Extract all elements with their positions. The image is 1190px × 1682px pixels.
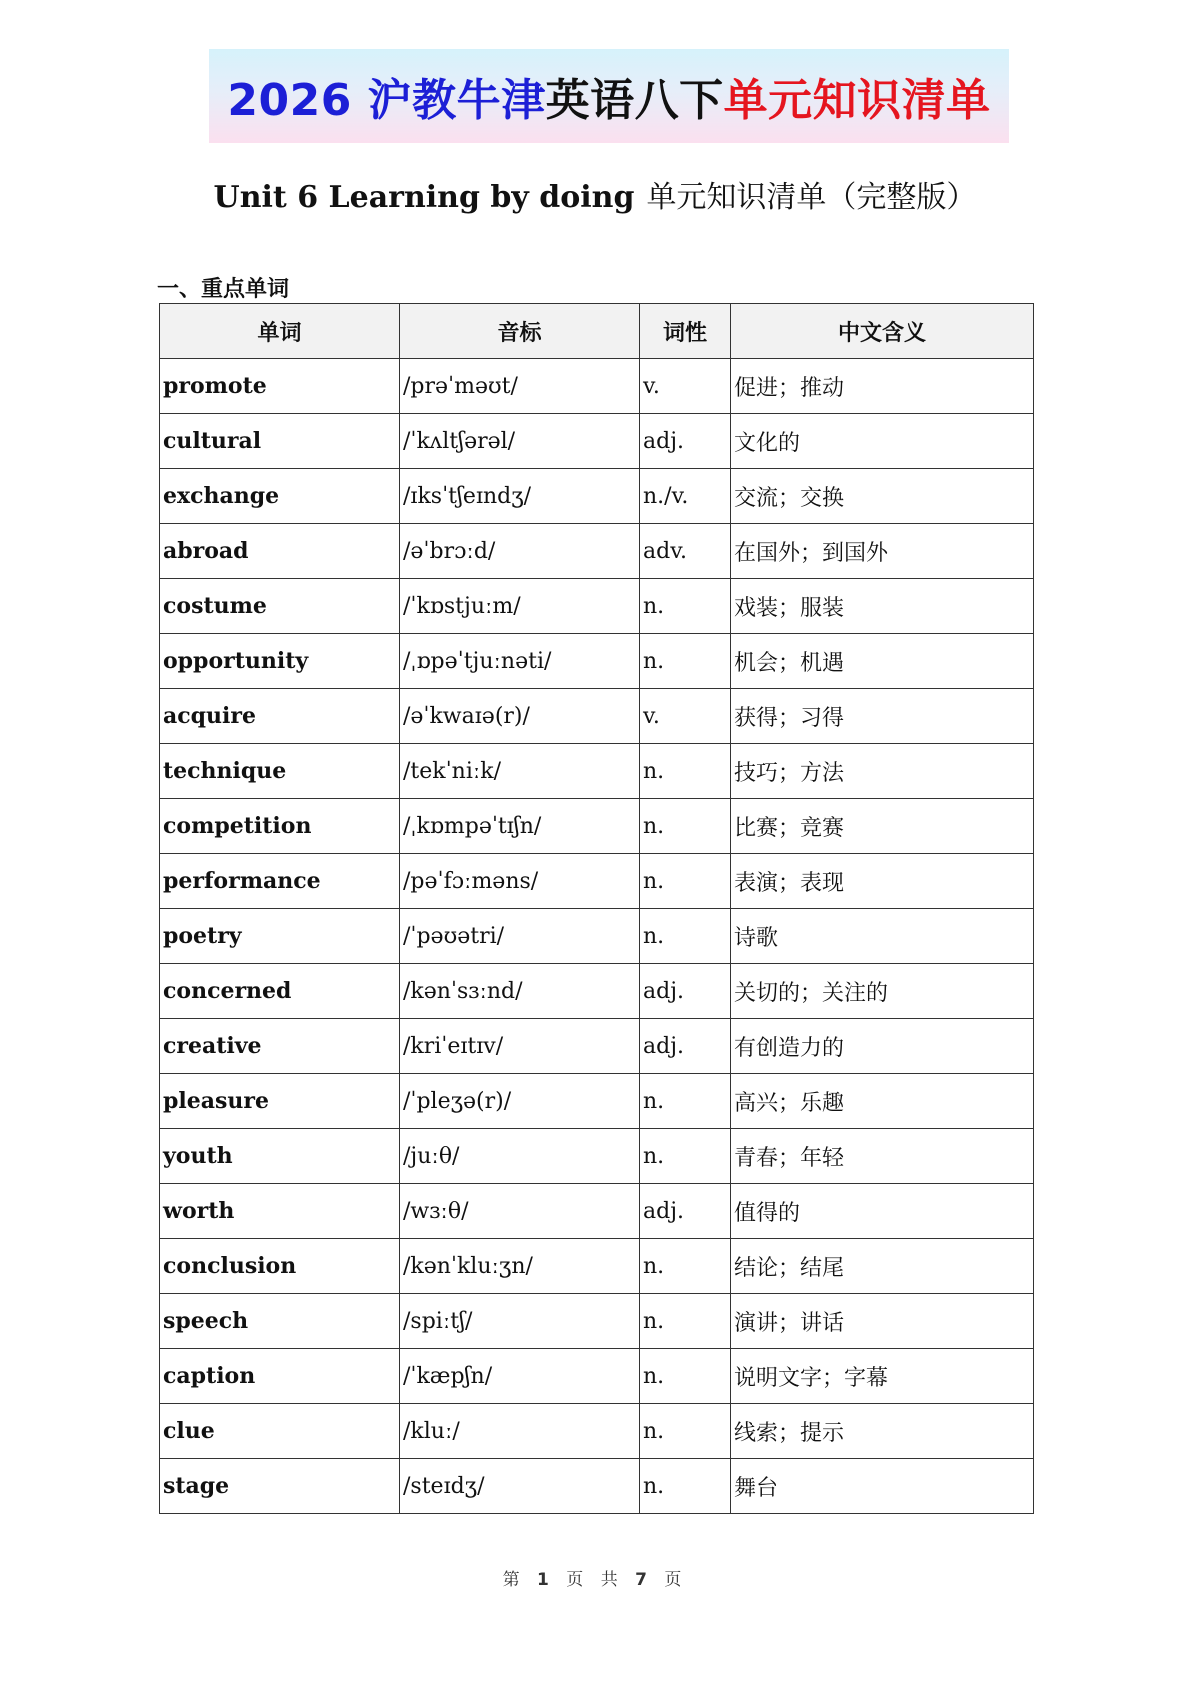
cell-phonetic: /əˈbrɔːd/	[400, 524, 640, 579]
cell-word: promote	[160, 359, 400, 414]
cell-word: speech	[160, 1294, 400, 1349]
document-title-english: Unit 6 Learning by doing	[213, 180, 635, 215]
table-row	[160, 1404, 1034, 1459]
header-phonetic: 音标	[400, 304, 640, 359]
cell-meaning: 促进；推动	[731, 359, 1034, 414]
cell-phonetic: /kriˈeɪtɪv/	[400, 1019, 640, 1074]
cell-meaning: 关切的；关注的	[731, 964, 1034, 1019]
cell-meaning: 值得的	[731, 1184, 1034, 1239]
title-banner	[209, 49, 1009, 143]
table-row	[160, 359, 1034, 414]
table-row	[160, 524, 1034, 579]
cell-pos: adj.	[640, 964, 731, 1019]
table-row	[160, 1459, 1034, 1514]
cell-phonetic: /wɜːθ/	[400, 1184, 640, 1239]
cell-phonetic: /ˈkʌltʃərəl/	[400, 414, 640, 469]
cell-word: conclusion	[160, 1239, 400, 1294]
cell-phonetic: /prəˈməʊt/	[400, 359, 640, 414]
document-title-chinese: 单元知识清单（完整版）	[646, 180, 977, 215]
cell-meaning: 线索；提示	[731, 1404, 1034, 1459]
cell-word: performance	[160, 854, 400, 909]
cell-word: caption	[160, 1349, 400, 1404]
cell-phonetic: /kluː/	[400, 1404, 640, 1459]
cell-meaning: 舞台	[731, 1459, 1034, 1514]
cell-pos: n.	[640, 854, 731, 909]
cell-phonetic: /ˈpəʊətri/	[400, 909, 640, 964]
table-row	[160, 854, 1034, 909]
cell-phonetic: /kənˈsɜːnd/	[400, 964, 640, 1019]
table-row	[160, 1349, 1034, 1404]
header-word: 单词	[160, 304, 400, 359]
table-row	[160, 799, 1034, 854]
cell-pos: n.	[640, 1074, 731, 1129]
document-title	[0, 172, 1190, 216]
cell-pos: n.	[640, 744, 731, 799]
table-row	[160, 909, 1034, 964]
cell-meaning: 文化的	[731, 414, 1034, 469]
table-row	[160, 1019, 1034, 1074]
table-header-row	[160, 304, 1034, 359]
cell-meaning: 说明文字；字幕	[731, 1349, 1034, 1404]
footer-current-page: 1	[537, 1570, 555, 1590]
cell-meaning: 结论；结尾	[731, 1239, 1034, 1294]
table-row	[160, 689, 1034, 744]
cell-pos: adj.	[640, 414, 731, 469]
cell-word: concerned	[160, 964, 400, 1019]
cell-word: costume	[160, 579, 400, 634]
cell-phonetic: /spiːtʃ/	[400, 1294, 640, 1349]
section-heading: 一、重点单词	[157, 277, 290, 302]
table-row	[160, 1184, 1034, 1239]
table-row	[160, 1239, 1034, 1294]
table-row	[160, 744, 1034, 799]
cell-pos: n.	[640, 579, 731, 634]
banner-part-black: 英语八下	[545, 75, 724, 126]
cell-pos: adv.	[640, 524, 731, 579]
cell-pos: n.	[640, 799, 731, 854]
cell-word: opportunity	[160, 634, 400, 689]
vocabulary-table	[159, 303, 1034, 1514]
table-row	[160, 414, 1034, 469]
cell-meaning: 表演；表现	[731, 854, 1034, 909]
cell-word: clue	[160, 1404, 400, 1459]
table-row	[160, 469, 1034, 524]
table-row	[160, 1129, 1034, 1184]
cell-meaning: 青春；年轻	[731, 1129, 1034, 1184]
header-pos: 词性	[640, 304, 731, 359]
footer-prefix: 第	[502, 1570, 526, 1590]
table-row	[160, 634, 1034, 689]
cell-meaning: 技巧；方法	[731, 744, 1034, 799]
cell-word: creative	[160, 1019, 400, 1074]
cell-word: worth	[160, 1184, 400, 1239]
table-row	[160, 579, 1034, 634]
cell-word: competition	[160, 799, 400, 854]
cell-word: abroad	[160, 524, 400, 579]
cell-phonetic: /ˈkæpʃn/	[400, 1349, 640, 1404]
cell-word: technique	[160, 744, 400, 799]
cell-meaning: 比赛；竞赛	[731, 799, 1034, 854]
table-row	[160, 1074, 1034, 1129]
cell-pos: v.	[640, 359, 731, 414]
banner-part-red: 单元知识清单	[723, 75, 991, 126]
page-footer	[0, 1565, 1190, 1590]
cell-pos: n.	[640, 1239, 731, 1294]
cell-word: stage	[160, 1459, 400, 1514]
cell-meaning: 高兴；乐趣	[731, 1074, 1034, 1129]
table-row	[160, 964, 1034, 1019]
header-meaning: 中文含义	[731, 304, 1034, 359]
cell-phonetic: /juːθ/	[400, 1129, 640, 1184]
cell-pos: n.	[640, 909, 731, 964]
footer-middle: 页 共	[566, 1570, 624, 1590]
banner-part-blue: 2026 沪教牛津	[227, 75, 546, 126]
cell-word: cultural	[160, 414, 400, 469]
cell-meaning: 机会；机遇	[731, 634, 1034, 689]
cell-phonetic: /kənˈkluːʒn/	[400, 1239, 640, 1294]
cell-pos: n.	[640, 1459, 731, 1514]
table-row	[160, 1294, 1034, 1349]
cell-phonetic: /ˌɒpəˈtjuːnəti/	[400, 634, 640, 689]
cell-pos: adj.	[640, 1019, 731, 1074]
cell-pos: n.	[640, 1294, 731, 1349]
cell-pos: n.	[640, 1349, 731, 1404]
cell-meaning: 获得；习得	[731, 689, 1034, 744]
cell-phonetic: /ˌkɒmpəˈtɪʃn/	[400, 799, 640, 854]
cell-phonetic: /steɪdʒ/	[400, 1459, 640, 1514]
cell-meaning: 交流；交换	[731, 469, 1034, 524]
cell-phonetic: /ɪksˈtʃeɪndʒ/	[400, 469, 640, 524]
cell-meaning: 戏装；服装	[731, 579, 1034, 634]
cell-word: youth	[160, 1129, 400, 1184]
footer-total-pages: 7	[635, 1570, 653, 1590]
cell-pos: n./v.	[640, 469, 731, 524]
cell-pos: n.	[640, 1404, 731, 1459]
footer-suffix: 页	[664, 1570, 688, 1590]
cell-meaning: 有创造力的	[731, 1019, 1034, 1074]
vocabulary-table-body	[160, 359, 1034, 1514]
cell-phonetic: /tekˈniːk/	[400, 744, 640, 799]
cell-pos: adj.	[640, 1184, 731, 1239]
cell-meaning: 诗歌	[731, 909, 1034, 964]
cell-word: exchange	[160, 469, 400, 524]
cell-meaning: 演讲；讲话	[731, 1294, 1034, 1349]
cell-word: poetry	[160, 909, 400, 964]
cell-word: acquire	[160, 689, 400, 744]
cell-pos: n.	[640, 1129, 731, 1184]
cell-pos: n.	[640, 634, 731, 689]
cell-phonetic: /ˈkɒstjuːm/	[400, 579, 640, 634]
cell-phonetic: /əˈkwaɪə(r)/	[400, 689, 640, 744]
cell-pos: v.	[640, 689, 731, 744]
cell-meaning: 在国外；到国外	[731, 524, 1034, 579]
cell-word: pleasure	[160, 1074, 400, 1129]
cell-phonetic: /ˈpleʒə(r)/	[400, 1074, 640, 1129]
cell-phonetic: /pəˈfɔːməns/	[400, 854, 640, 909]
